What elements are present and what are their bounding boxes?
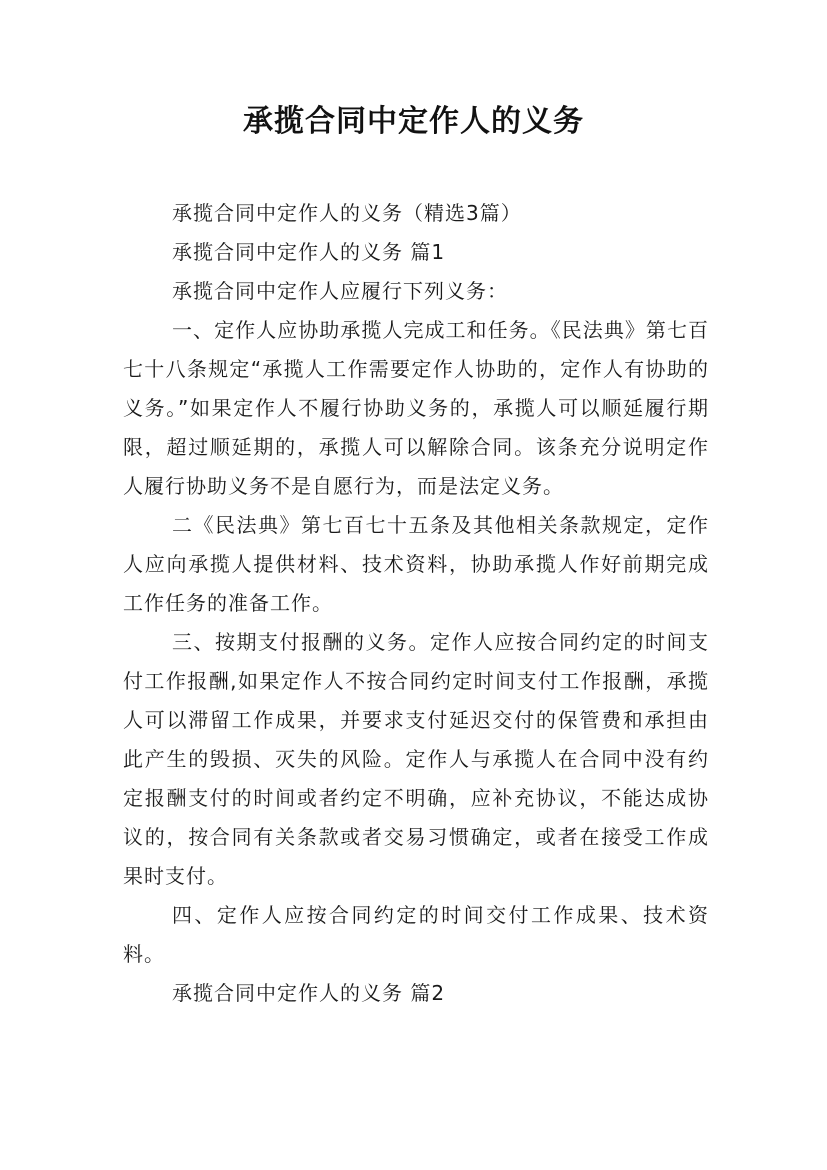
paragraph-intro: 承揽合同中定作人应履行下列义务： bbox=[172, 279, 508, 303]
paragraph-section-heading-1: 承揽合同中定作人的义务 篇1 bbox=[172, 240, 446, 264]
paragraph-item-1: 一、定作人应协助承揽人完成工和任务。《民法典》第七百七十八条规定“承揽人工作需要定作人协助的，定作人有协助的义务。”如果定作人不履行协助义务的，承揽人可以顺延履行期限，超过顺延期的，承揽人可以解除合同。该条充分说明定作人履行协助义务不是自愿行为，而是法定义务。 bbox=[123, 318, 709, 498]
document-title: 承揽合同中定作人的义务 bbox=[243, 104, 584, 139]
paragraph-section-heading-2: 承揽合同中定作人的义务 篇2 bbox=[172, 981, 446, 1005]
paragraph-subtitle: 承揽合同中定作人的义务（精选3篇） bbox=[172, 201, 522, 225]
paragraph-item-4: 四、定作人应按合同约定的时间交付工作成果、技术资料。 bbox=[123, 903, 709, 966]
paragraph-item-2: 二《民法典》第七百七十五条及其他相关条款规定，定作人应向承揽人提供材料、技术资料，协助承揽人作好前期完成工作任务的准备工作。 bbox=[123, 513, 709, 615]
document-body bbox=[123, 194, 709, 1013]
paragraph-item-3: 三、按期支付报酬的义务。定作人应按合同约定的时间支付工作报酬,如果定作人不按合同约定时间支付工作报酬，承揽人可以滞留工作成果，并要求支付延迟交付的保管费和承担由此产生的毁损、灭失的风险。定作人与承揽人在合同中没有约定报酬支付的时间或者约定不明确，应补充协议，不能达成协议的，按合同有关条款或者交易习惯确定，或者在接受工作成果时支付。 bbox=[123, 630, 709, 888]
